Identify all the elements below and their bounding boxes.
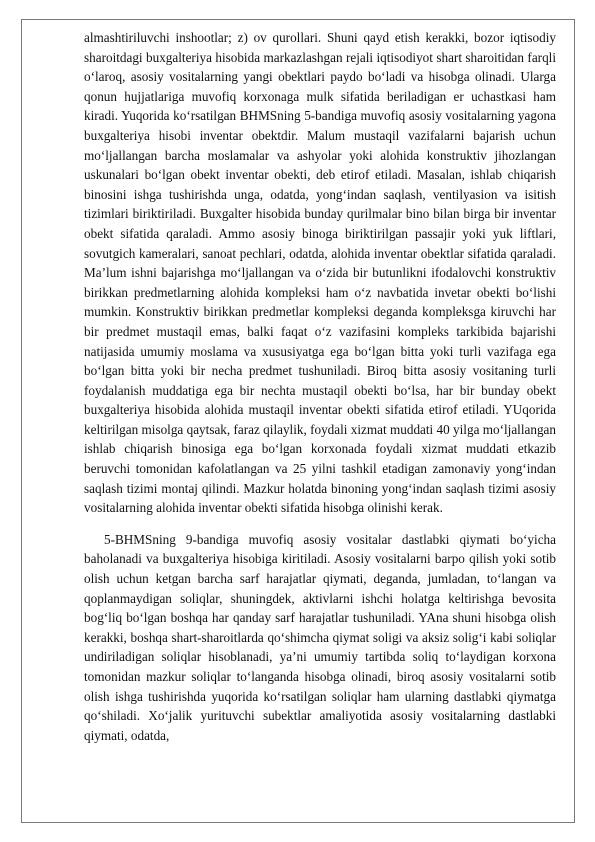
document-body: [84, 28, 556, 745]
page-border-bottom: [21, 822, 575, 823]
page-border-top: [21, 19, 575, 20]
page-border-left: [21, 19, 22, 823]
paragraph-1: almashtiriluvchi inshootlar; z) ov qurollari. Shuni qayd etish kerakki, bozor iqtisodiy sharoitdagi buxgalteriya hisobida markazlashgan rejali iqtisodiyot shart sharoitidan farqli o‘laroq, asosiy vositalarning yangi obektlari paydo bo‘ladi va hisobga olinadi. Ularga qonun hujjatlariga muvofiq korxonaga mulk sifatida beriladigan er uchastkasi ham kiradi. Yuqorida ko‘rsatilgan BHMSning 5-bandiga muvofiq asosiy vositalarning yagona buxgalteriya hisobi inventar obektdir. Malum mustaqil vazifalarni bajarish uchun mo‘ljallangan barcha moslamalar va ashyolar yoki alohida konstruktiv jihozlangan uskunalari bo‘lgan obekt inventar obekti, deb etirof etiladi. Masalan, ishlab chiqarish binosini ishga tushirishda unga, odatda, yong‘indan saqlash, ventilyasion va isitish tizimlari biriktiriladi. Buxgalter hisobida bunday qurilmalar bino bilan birga bir inventar obekt sifatida qaraladi. Ammo asosiy binoga biriktirilgan passajir yoki yuk liftlari, sovutgich kameralari, sanoat pechlari, odatda, alohida inventar obektlar sifatida qaraladi. Ma’lum ishni bajarishga mo‘ljallangan va o‘zida bir butunlikni ifodalovchi konstruktiv birikkan predmetlarning alohida kompleksi ham o‘z navbatida invetar obekti bo‘lishi mumkin. Konstruktiv birikkan predmetlar kompleksi deganda kompleksga kiruvchi har bir predmet mustaqil emas, balki faqat o‘z vazifasini kompleks tarkibida bajarishi natijasida umumiy moslama va xususiyatga ega bo‘lgan bitta yoki turli vazifaga ega bo‘lgan bitta yoki bir necha predmet tushuniladi. Biroq bitta asosiy vositaning turli foydalanish muddatiga ega bir nechta mustaqil obekti bo‘lsa, har bir bunday obekt buxgalteriya hisobida alohida mustaqil inventar obekti sifatida etirof etiladi. YUqorida keltirilgan misolga qaytsak, faraz qilaylik, foydali xizmat muddati 40 yilga mo‘ljallangan ishlab chiqarish binosiga ega bo‘lgan korxonada foydali xizmat muddati etkazib beruvchi tomonidan kafolatlangan va 25 yilni tashkil etadigan zamonaviy yong‘indan saqlash tizimi montaj qilindi. Mazkur holatda binoning yong‘indan saqlash tizimi asosiy vositalarning alohida inventar obekti sifatida hisobga olinishi kerak.: [84, 30, 556, 516]
paragraph-2: 5-BHMSning 9-bandiga muvofiq asosiy vositalar dastlabki qiymati bo‘yicha baholanadi va buxgalteriya hisobiga kiritiladi. Asosiy vositalarni barpo qilish yoki sotib olish uchun ketgan barcha sarf harajatlar qiymati, deganda, jumladan, to‘langan va qoplanmaydigan soliqlar, shuningdek, aktivlarni ishchi holatga keltirishga bevosita bog‘liq bo‘lgan boshqa har qanday sarf harajatlar tushuniladi. YAna shuni hisobga olish kerakki, boshqa shart-sharoitlarda qo‘shimcha qiymat soligi va aksiz solig‘i kabi soliqlar undiriladigan soliqlar hisoblanadi, ya’ni umumiy tartibda soliq to‘laydigan korxona tomonidan mazkur soliqlar to‘langanda hisobga olinadi, biroq asosiy vositalarni sotib olish ishga tushirishda yuqorida ko‘rsatilgan soliqlar ham ularning dastlabki qiymatga qo‘shiladi. Xo‘jalik yurituvchi subektlar amaliyotida asosiy vositalarning dastlabki qiymati, odatda,: [84, 531, 556, 743]
page-border-right: [574, 19, 575, 823]
